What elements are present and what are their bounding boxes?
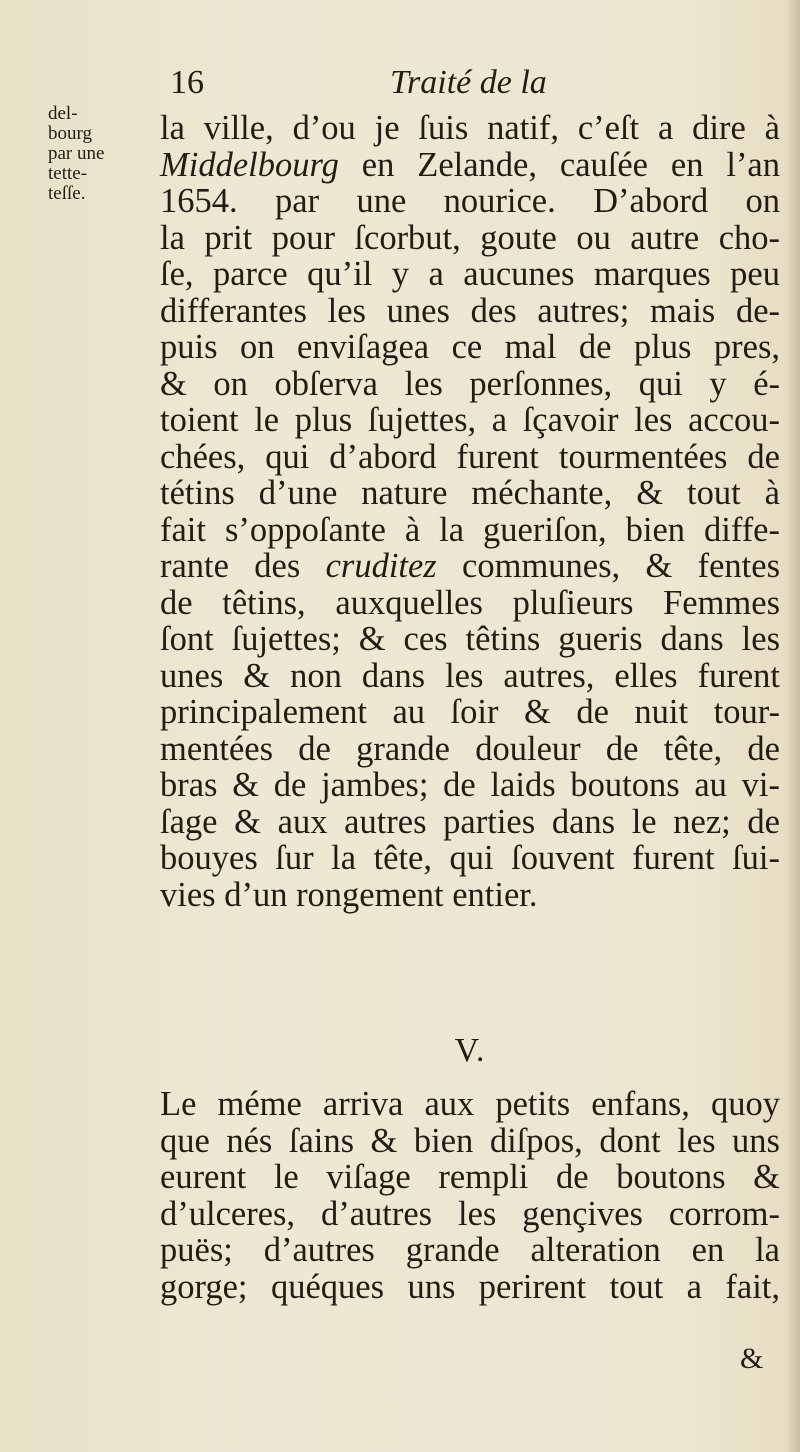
page-header <box>160 64 760 108</box>
page-edge-shadow <box>786 0 800 1452</box>
text-line: gorge; quéques uns perirent tout a fait, <box>160 1267 780 1306</box>
text-line: vies d’un rongement entier. <box>160 875 538 914</box>
text-line: toient le plus ſujettes, a ſçavoir les accou- <box>160 401 780 439</box>
catchword: & <box>740 1342 764 1375</box>
text-line: puës; d’autres grande alteration en la <box>160 1231 780 1269</box>
text-line: Le méme arriva aux petits enfans, quoy <box>160 1085 780 1123</box>
text-line: de têtins, auxquelles pluſieurs Femmes <box>160 583 780 622</box>
running-title: Traité de la <box>390 64 547 101</box>
text-line: eurent le viſage rempli de boutons & <box>160 1158 780 1196</box>
margin-note <box>48 104 160 204</box>
text-line: Middelbourg en Zelande, cauſée en l’an <box>160 145 780 184</box>
text-line: mentées de grande douleur de tête, de <box>160 729 780 768</box>
text-line: differantes les unes des autres; mais de- <box>160 291 780 330</box>
italic-place-name: Middelbourg <box>160 145 339 184</box>
text-line: principalement au ſoir & de nuit tour- <box>160 693 780 731</box>
text-line: ſont ſujettes; & ces têtins gueris dans les <box>160 620 780 658</box>
text-line: ſe, parce qu’il y a aucunes marques peu <box>160 255 780 293</box>
page-number: 16 <box>170 64 204 101</box>
text-line: d’ulceres, d’autres les gençives corrom- <box>160 1194 780 1233</box>
margin-note-line: par une <box>48 143 105 164</box>
margin-note-line: tette- <box>48 163 88 184</box>
text-line: fait s’oppoſante à la gueriſon, bien diffe- <box>160 510 780 549</box>
text-line: & on obſerva les perſonnes, qui y é- <box>160 364 780 403</box>
text-line: chées, qui d’abord furent tourmentées de <box>160 437 780 476</box>
margin-note-line: bourg <box>48 123 92 144</box>
text-line: que nés ſains & bien diſpos, dont les uns <box>160 1121 780 1160</box>
text-line: bras & de jambes; de laids boutons au vi- <box>160 766 780 804</box>
text-line: bouyes ſur la tête, qui ſouvent furent ſui- <box>160 839 780 877</box>
text-line: 1654. par une nourice. D’abord on <box>160 182 780 220</box>
margin-note-line: teſſe. <box>48 183 86 204</box>
section-heading: V. <box>454 1032 486 1069</box>
text-line: rante des cruditez communes, & fentes <box>160 547 780 585</box>
text-line: unes & non dans les autres, elles furent <box>160 656 780 695</box>
margin-note-line: del- <box>48 103 78 124</box>
body-paragraph-1 <box>160 110 780 913</box>
text-line: la prit pour ſcorbut, goute ou autre cho- <box>160 218 780 257</box>
body-paragraph-2 <box>160 1086 780 1305</box>
text-line: puis on enviſagea ce mal de plus pres, <box>160 328 780 366</box>
text-line: la ville, d’ou je ſuis natif, c’eſt a dire à <box>160 109 780 147</box>
text-line: ſage & aux autres parties dans le nez; de <box>160 802 780 841</box>
text-line: tétins d’une nature méchante, & tout à <box>160 474 780 512</box>
italic-term: cruditez <box>325 547 437 585</box>
